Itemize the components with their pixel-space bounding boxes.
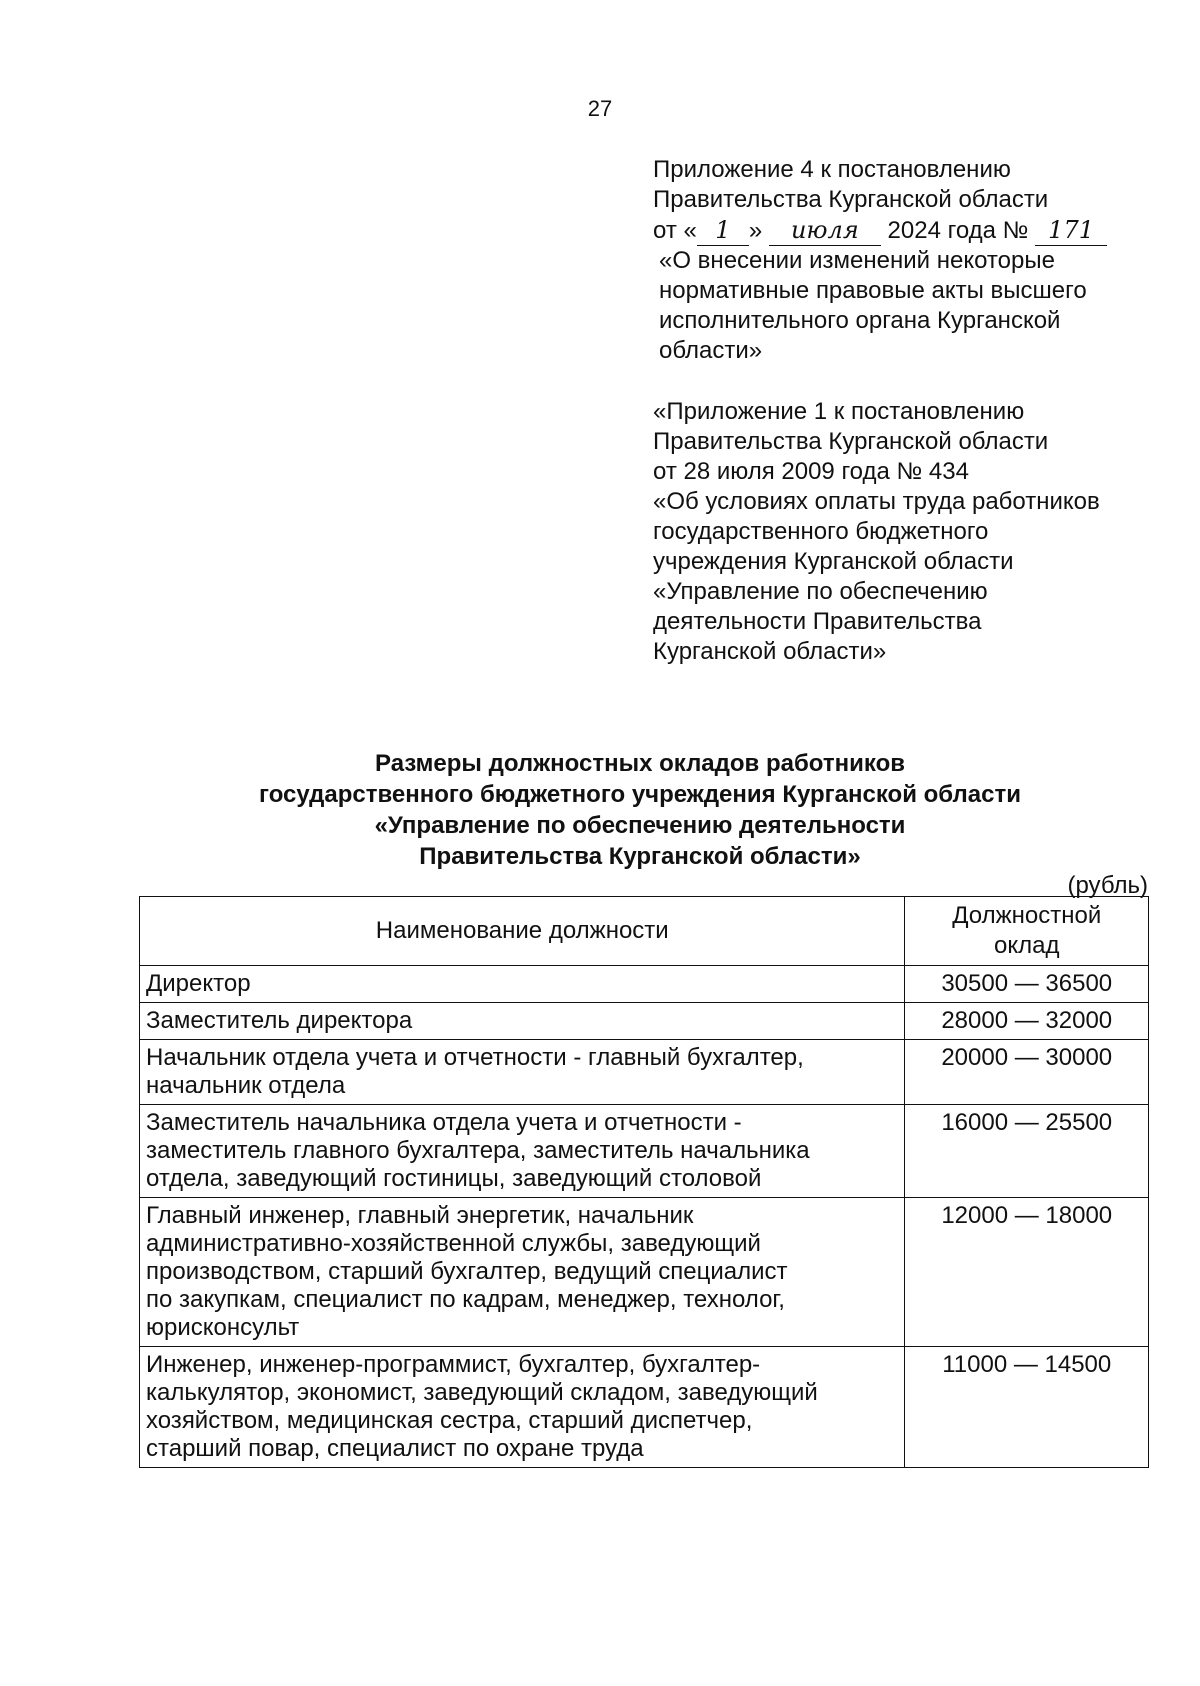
position-line: хозяйством, медицинская сестра, старший диспетчер,: [146, 1407, 753, 1434]
salary-table: [139, 896, 1149, 1468]
position-cell: [140, 1198, 905, 1347]
table-row: [140, 1198, 1149, 1347]
appendix-subject-line: области»: [659, 337, 763, 364]
position-cell: Директор: [140, 966, 905, 1003]
date-year-text: 2024 года №: [887, 217, 1029, 244]
appendix-line: «Приложение 1 к постановлению: [653, 398, 1025, 425]
position-line: начальник отдела: [146, 1072, 346, 1099]
position-line: заместитель главного бухгалтера, заместитель начальника: [146, 1137, 810, 1164]
header-salary-line: Должностной: [952, 902, 1102, 929]
table-row: [140, 1003, 1149, 1040]
salary-cell: 20000 — 30000: [905, 1040, 1149, 1105]
appendix-subject-line: исполнительного органа Курганской: [659, 307, 1061, 334]
position-line: Инженер, инженер-программист, бухгалтер, бухгалтер-: [146, 1351, 761, 1378]
table-row: [140, 1347, 1149, 1468]
table-row: [140, 966, 1149, 1003]
position-line: производством, старший бухгалтер, ведущий специалист: [146, 1258, 788, 1285]
salary-cell: 16000 — 25500: [905, 1105, 1149, 1198]
salary-cell: 28000 — 32000: [905, 1003, 1149, 1040]
appendix-subject-line: нормативные правовые акты высшего: [659, 277, 1087, 304]
appendix-date-line: [653, 215, 1173, 246]
header-position: Наименование должности: [140, 897, 905, 966]
title-line: государственного бюджетного учреждения Курганской области: [259, 781, 1021, 808]
position-line: Начальник отдела учета и отчетности - главный бухгалтер,: [146, 1044, 804, 1071]
appendix-line: Курганской области»: [653, 638, 887, 665]
handwritten-doc-number: 171: [1035, 215, 1107, 246]
position-cell: [140, 1347, 905, 1468]
handwritten-day: 1: [697, 215, 749, 246]
table-row: [140, 1040, 1149, 1105]
position-line: старший повар, специалист по охране труда: [146, 1435, 644, 1462]
date-quote-close: »: [748, 217, 763, 244]
header-salary-line: оклад: [994, 932, 1060, 959]
document-title: [140, 748, 1140, 872]
appendix-line: учреждения Курганской области: [653, 548, 1014, 575]
title-line: «Управление по обеспечению деятельности: [374, 812, 906, 839]
currency-unit-note: (рубль): [1067, 872, 1148, 899]
appendix-line: «Об условиях оплаты труда работников: [653, 488, 1100, 515]
date-prefix: от «: [653, 217, 697, 244]
appendix-line: Приложение 4 к постановлению: [653, 156, 1011, 183]
position-cell: Заместитель директора: [140, 1003, 905, 1040]
appendix-line: «Управление по обеспечению: [653, 578, 988, 605]
handwritten-month: июля: [769, 215, 881, 246]
position-cell: [140, 1105, 905, 1198]
appendix-header-original: [653, 397, 1173, 667]
title-line: Размеры должностных окладов работников: [375, 750, 905, 777]
position-line: отдела, заведующий гостиницы, заведующий столовой: [146, 1165, 762, 1192]
position-line: юрисконсульт: [146, 1314, 300, 1341]
appendix-header-new: [653, 155, 1173, 366]
table-header-row: [140, 897, 1149, 966]
header-salary: [905, 897, 1149, 966]
appendix-line: государственного бюджетного: [653, 518, 989, 545]
appendix-line: от 28 июля 2009 года № 434: [653, 458, 969, 485]
page-number: 27: [587, 96, 613, 121]
position-line: административно-хозяйственной службы, заведующий: [146, 1230, 761, 1257]
position-line: Заместитель начальника отдела учета и отчетности -: [146, 1109, 742, 1136]
table-row: [140, 1105, 1149, 1198]
position-line: по закупкам, специалист по кадрам, менеджер, технолог,: [146, 1286, 785, 1313]
appendix-line: Правительства Курганской области: [653, 186, 1049, 213]
position-line: Главный инженер, главный энергетик, начальник: [146, 1202, 694, 1229]
appendix-line: деятельности Правительства: [653, 608, 982, 635]
position-cell: [140, 1040, 905, 1105]
appendix-subject-line: «О внесении изменений некоторые: [659, 247, 1055, 274]
salary-cell: 11000 — 14500: [905, 1347, 1149, 1468]
salary-cell: 12000 — 18000: [905, 1198, 1149, 1347]
position-line: калькулятор, экономист, заведующий складом, заведующий: [146, 1379, 818, 1406]
salary-cell: 30500 — 36500: [905, 966, 1149, 1003]
appendix-line: Правительства Курганской области: [653, 428, 1049, 455]
title-line: Правительства Курганской области»: [419, 843, 861, 870]
